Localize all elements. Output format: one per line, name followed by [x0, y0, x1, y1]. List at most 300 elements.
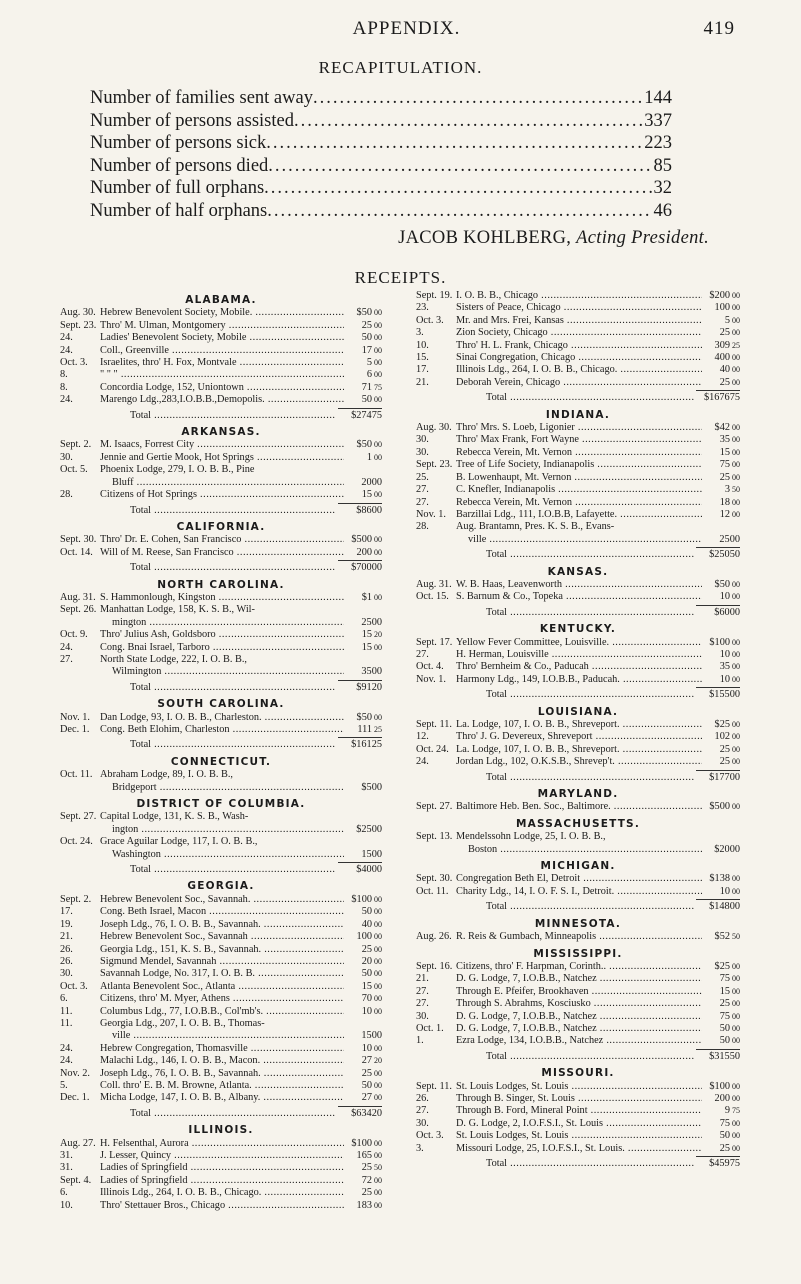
entry-text: Ladies' Benevolent Society, Mobile ..... — [100, 332, 344, 344]
amount: 2500 — [719, 533, 740, 545]
amount: 3 $^{50}$ — [724, 484, 740, 496]
receipt-section — [416, 623, 740, 701]
entry-date: 3. — [416, 1142, 424, 1154]
cents: 00 — [732, 1118, 740, 1128]
state-heading: MISSISSIPPI. — [533, 947, 623, 960]
entry-date: Sept. 2. — [60, 893, 92, 905]
state-heading: MISSOURI. — [541, 1067, 615, 1080]
section-total — [416, 772, 740, 784]
entry-date: Nov. 1. — [416, 508, 446, 520]
cents: 00 — [374, 1188, 382, 1198]
receipt-entry — [416, 1143, 740, 1155]
receipt-section — [416, 788, 740, 814]
cents: 00 — [732, 999, 740, 1009]
entry-text: Coll. thro' E. B. M. Browne, Atlanta. ..... — [100, 1080, 344, 1092]
amount: 200 $^{00}$ — [356, 546, 382, 558]
state-heading: GEORGIA. — [187, 880, 255, 893]
cents: 00 — [374, 1006, 382, 1016]
cents: 50 — [732, 485, 740, 495]
entry-date: Oct. 24. — [416, 743, 449, 755]
entry-date: 24. — [60, 641, 73, 653]
entry-date: 1. — [416, 1035, 424, 1047]
entry-text: S. Barnum & Co., Topeka ..... — [456, 591, 702, 603]
entry-date: Nov. 2. — [60, 1067, 90, 1079]
cents: 00 — [732, 732, 740, 742]
recap-row — [90, 111, 672, 134]
total-label: Total ..... — [130, 1108, 336, 1120]
entry-text: Washington ..... — [112, 849, 344, 861]
entry-text: Rebecca Verein, Mt. Vernon ..... — [456, 447, 702, 459]
receipt-entry — [60, 968, 382, 980]
amount: 50 $^{00}$ — [361, 394, 382, 406]
cents: 00 — [374, 907, 382, 917]
total-label: Total ..... — [486, 1158, 694, 1170]
amount: $100 $^{00}$ — [351, 1137, 382, 1149]
entry-text: B. Lowenhaupt, Mt. Vernon ..... — [456, 472, 702, 484]
receipt-entry — [60, 394, 382, 406]
receipt-entry — [416, 873, 740, 885]
amount: 20 $^{00}$ — [361, 955, 382, 967]
cents: 75 — [374, 382, 382, 392]
cents: 00 — [729, 533, 740, 545]
entry-date: 27. — [416, 998, 429, 1010]
amount: 10 $^{00}$ — [361, 1005, 382, 1017]
total-label: Total ..... — [486, 392, 694, 404]
cents: 00 — [732, 365, 740, 375]
entry-text: Hebrew Congregation, Thomasville ..... — [100, 1043, 344, 1055]
amount: 75 $^{00}$ — [719, 459, 740, 471]
entry-text: Sisters of Peace, Chicago ..... — [456, 302, 702, 314]
entry-date: Sept. 4. — [60, 1174, 92, 1186]
entry-text: Illinois Ldg., 264, I. O. B. B., Chicago. ..... — [456, 364, 702, 376]
amount: 50 $^{00}$ — [719, 1130, 740, 1142]
receipt-entry — [416, 1023, 740, 1035]
entry-text: Israelites, thro' H. Fox, Montvale ..... — [100, 357, 344, 369]
recap-row — [90, 133, 672, 156]
entry-text: Wilmington ..... — [112, 666, 344, 678]
entry-date: 21. — [416, 376, 429, 388]
entry-date: 24. — [60, 394, 73, 406]
cents: 00 — [732, 353, 740, 363]
entry-date: 24. — [60, 332, 73, 344]
cents: 00 — [374, 712, 382, 722]
receipt-section — [416, 918, 740, 944]
amount: 18 $^{00}$ — [719, 496, 740, 508]
entry-date: 27. — [416, 496, 429, 508]
cents: 00 — [374, 358, 382, 368]
amount: 200 $^{00}$ — [714, 1092, 740, 1104]
amount: 3500 — [361, 666, 382, 678]
amount: 10 $^{00}$ — [719, 648, 740, 660]
receipt-entry — [60, 1092, 382, 1104]
recap-label: Number of persons died — [90, 155, 269, 176]
entry-date: 24. — [60, 1055, 73, 1067]
recap-label: Number of full orphans — [90, 178, 265, 198]
entry-text: D. G. Lodge, 7, I.O.B.B., Natchez ..... — [456, 1011, 702, 1023]
cents: 00 — [732, 497, 740, 507]
leader-dots — [264, 178, 651, 199]
amount: 10 $^{00}$ — [719, 885, 740, 897]
entry-date: Sept. 13. — [416, 831, 453, 843]
recap-value: 144 — [644, 88, 672, 108]
entry-date: 28. — [416, 521, 429, 533]
cents: 00 — [371, 781, 382, 793]
cents: 00 — [374, 944, 382, 954]
entry-text: Cong. Beth Elohim, Charleston ..... — [100, 724, 344, 736]
entry-date: 27. — [60, 653, 73, 665]
entry-text: St. Louis Lodges, St. Louis ..... — [456, 1081, 702, 1093]
cents: 50 — [729, 549, 740, 561]
entry-text: Cong. Bnai Israel, Tarboro ..... — [100, 642, 344, 654]
entry-date: 10. — [416, 339, 429, 351]
amount: 12 $^{00}$ — [719, 508, 740, 520]
entry-text: J. Lesser, Quincy ..... — [100, 1150, 344, 1162]
page-number: 419 — [703, 18, 735, 39]
cents: 20 — [371, 1107, 382, 1119]
amount: 6 $^{00}$ — [366, 369, 382, 381]
entry-text: Ladies of Springfield ..... — [100, 1175, 344, 1187]
receipt-entry — [416, 591, 740, 603]
entry-text: Manhattan Lodge, 158, K. S. B., Wil- — [100, 604, 255, 616]
entry-text: Savannah Lodge, No. 317, I. O. B. B. ..... — [100, 968, 344, 980]
cents: 00 — [374, 370, 382, 380]
entry-date: 24. — [416, 756, 429, 768]
cents: 00 — [374, 932, 382, 942]
entry-date: Sept. 23. — [416, 459, 453, 471]
entry-text: Thro' J. G. Devereux, Shreveport ..... — [456, 731, 702, 743]
receipt-entry — [60, 642, 382, 654]
entry-text: H. Herman, Louisville ..... — [456, 649, 702, 661]
amount: 15 $^{20}$ — [361, 629, 382, 641]
entry-date: Oct. 3. — [416, 314, 444, 326]
cents: 75 — [371, 409, 382, 421]
entry-text: Thro' M. Ulman, Montgomery ..... — [100, 320, 344, 332]
recap-row — [90, 201, 672, 224]
receipt-entry — [416, 961, 740, 973]
receipt-entry — [416, 637, 740, 649]
amount: $2500 — [356, 823, 382, 835]
cents: 00 — [374, 894, 382, 904]
entry-date: Sept. 2. — [60, 439, 92, 451]
entry-date: 10. — [60, 1199, 73, 1211]
cents: 00 — [374, 395, 382, 405]
entry-text: Joseph Ldg., 76, I. O. B. B., Savannah. ..... — [100, 1068, 344, 1080]
cents: 00 — [374, 1080, 382, 1090]
entry-date: Aug. 27. — [60, 1137, 96, 1149]
amount: 5 $^{00}$ — [366, 357, 382, 369]
cents: 00 — [732, 886, 740, 896]
cents: 00 — [732, 592, 740, 602]
amount: 25 $^{00}$ — [719, 471, 740, 483]
amount: 111 $^{25}$ — [357, 724, 382, 735]
entry-text: Mendelssohn Lodge, 25, I. O. B. B., — [456, 831, 606, 843]
receipt-entry — [416, 521, 740, 533]
leader-dots — [294, 111, 642, 132]
receipt-entry — [416, 719, 740, 731]
amount: $42 $^{00}$ — [714, 422, 740, 434]
amount: 50 $^{00}$ — [361, 906, 382, 918]
cents: 00 — [374, 535, 382, 545]
section-total — [60, 410, 382, 422]
receipt-entry — [416, 1118, 740, 1130]
amount: 75 $^{00}$ — [719, 1117, 740, 1129]
signature-name: JACOB KOHLBERG, — [398, 228, 572, 248]
entry-text: Congregation Beth El, Detroit ..... — [456, 873, 702, 885]
receipt-entry — [60, 769, 382, 781]
total-label: Total ..... — [130, 505, 336, 517]
recap-row — [90, 178, 672, 201]
cents: 00 — [729, 689, 740, 701]
cents: 00 — [732, 662, 740, 672]
receipt-entry — [416, 509, 740, 521]
cents: 00 — [732, 447, 740, 457]
receipt-entry — [60, 357, 382, 369]
recap-label: Number of persons sick — [90, 133, 267, 153]
entry-text: Hebrew Benevolent Soc., Savannah ..... — [100, 931, 344, 943]
entry-text: Through S. Abrahms, Kosciusko ..... — [456, 998, 702, 1010]
receipt-entry — [416, 986, 740, 998]
amount: $63420 — [351, 1107, 382, 1119]
entry-text: Ezra Lodge, 134, I.O.B.B., Natchez ..... — [456, 1035, 702, 1047]
receipt-entry — [416, 422, 740, 434]
amount: 25 $^{00}$ — [361, 319, 382, 331]
entry-continuation — [416, 534, 740, 546]
cents: 00 — [374, 452, 382, 462]
entry-text: Jordan Ldg., 102, O.K.S.B., Shrevep't. ..... — [456, 756, 702, 768]
amount: $4000 — [356, 864, 382, 876]
entry-text: Deborah Verein, Chicago ..... — [456, 377, 702, 389]
cents: 20 — [374, 1056, 382, 1066]
total-label: Total ..... — [130, 562, 336, 574]
entry-text: La. Lodge, 107, I. O. B. B., Shreveport. ..... — [456, 719, 702, 731]
entry-date: 27. — [416, 648, 429, 660]
amount: $14800 — [709, 901, 740, 913]
cents: 00 — [729, 901, 740, 913]
amount: 10 $^{00}$ — [719, 673, 740, 685]
state-heading: CALIFORNIA. — [176, 520, 266, 533]
entry-date: Aug. 26. — [416, 931, 452, 943]
state-heading: MINNESOTA. — [534, 917, 622, 930]
receipt-entry — [60, 811, 382, 823]
entry-date: 30. — [60, 451, 73, 463]
signature — [398, 228, 709, 249]
total-label: Total ..... — [486, 607, 694, 619]
entry-date: Dec. 1. — [60, 1092, 90, 1104]
cents: 00 — [729, 771, 740, 783]
cents: 00 — [732, 974, 740, 984]
receipt-entry — [416, 756, 740, 768]
amount: 1 $^{00}$ — [366, 451, 382, 463]
entry-text: Thro' H. L. Frank, Chicago ..... — [456, 340, 702, 352]
cents: 00 — [374, 1175, 382, 1185]
receipt-entry — [416, 731, 740, 743]
receipt-entry — [416, 1011, 740, 1023]
entry-continuation — [60, 782, 382, 794]
amount: 50 $^{00}$ — [719, 1035, 740, 1047]
entry-text: Atlanta Benevolent Soc., Atlanta ..... — [100, 981, 344, 993]
total-label: Total ..... — [486, 549, 694, 561]
recap-row — [90, 88, 672, 111]
entry-text: Thro' Stettauer Bros., Chicago ..... — [100, 1200, 344, 1212]
state-heading: ARKANSAS. — [181, 426, 261, 439]
entry-text: Concordia Lodge, 152, Uniontown ..... — [100, 382, 344, 394]
amount: $25 $^{00}$ — [714, 719, 740, 730]
amount: $167675 — [703, 392, 740, 404]
entry-text: Yellow Fever Committee, Louisville. ..... — [456, 637, 702, 649]
cents: 00 — [729, 606, 740, 618]
entry-continuation — [60, 617, 382, 629]
total-label: Total ..... — [486, 689, 694, 701]
receipt-entry — [60, 956, 382, 968]
cents: 00 — [732, 509, 740, 519]
entry-date: Aug. 30. — [416, 422, 452, 434]
amount: $50 $^{00}$ — [714, 578, 740, 590]
entry-text: Columbus Ldg., 77, I.O.B.B., Col'mb's. ..... — [100, 1006, 344, 1018]
amount: 102 $^{00}$ — [714, 731, 740, 743]
receipt-entry — [60, 1068, 382, 1080]
entry-date: Oct. 9. — [60, 629, 88, 641]
entry-date: 30. — [416, 1010, 429, 1022]
state-heading: KENTUCKY. — [539, 623, 617, 636]
amount: 40 $^{00}$ — [361, 918, 382, 930]
receipts-left-column — [60, 290, 382, 1214]
entry-text: Sigmund Mendel, Savannah ..... — [100, 956, 344, 968]
cents: 00 — [732, 674, 740, 684]
receipt-entry — [416, 434, 740, 446]
total-label: Total ..... — [130, 739, 336, 751]
entry-date: 21. — [416, 973, 429, 985]
receipt-entry — [60, 1187, 382, 1199]
section-total — [416, 607, 740, 619]
entry-text: Ladies of Springfield ..... — [100, 1162, 344, 1174]
entry-date: 24. — [60, 344, 73, 356]
entry-text: Hebrew Benevolent Soc., Savannah. ..... — [100, 894, 344, 906]
receipt-entry — [416, 801, 740, 813]
receipt-entry — [60, 369, 382, 381]
total-label: Total ..... — [130, 864, 336, 876]
amount: 50 $^{00}$ — [719, 1022, 740, 1034]
section-total — [416, 1158, 740, 1170]
entry-date: 12. — [416, 731, 429, 743]
amount: 25 $^{00}$ — [361, 1187, 382, 1199]
entry-date: Oct. 3. — [60, 980, 88, 992]
cents: 00 — [732, 744, 740, 754]
section-total — [416, 689, 740, 701]
recap-value: 85 — [653, 155, 672, 176]
entry-text: Rebecca Verein, Mt. Vernon ..... — [456, 497, 702, 509]
entry-text: Thro' Mrs. S. Loeb, Ligonier ..... — [456, 422, 702, 434]
receipt-entry — [416, 1081, 740, 1093]
receipt-entry — [60, 944, 382, 956]
entry-text: Citizens, thro' M. Myer, Athens ..... — [100, 993, 344, 1005]
state-heading: ALABAMA. — [185, 294, 257, 306]
state-heading: ILLINOIS. — [188, 1124, 254, 1137]
receipt-entry — [416, 998, 740, 1010]
amount: 10 $^{00}$ — [719, 591, 740, 603]
cents: 00 — [374, 547, 382, 557]
amount: 25 $^{00}$ — [719, 1142, 740, 1154]
entry-text: Bridgeport ..... — [112, 782, 344, 794]
entry-text: D. G. Lodge, 7, I.O.B.B., Natchez ..... — [456, 1023, 702, 1035]
receipt-entry — [416, 447, 740, 459]
cents: 00 — [732, 315, 740, 325]
amount: $500 $^{00}$ — [351, 534, 382, 546]
receipts-right-column — [416, 290, 740, 1172]
entry-date: Aug. 31. — [416, 578, 452, 590]
cents: 00 — [374, 1138, 382, 1148]
entry-text: Thro' Dr. E. Cohen, San Francisco ..... — [100, 534, 344, 546]
section-total — [60, 682, 382, 694]
entry-date: 31. — [60, 1150, 73, 1161]
entry-text: Malachi Ldg., 146, I. O. B. B., Macon. ..... — [100, 1055, 344, 1067]
entry-text: Coll., Greenville ..... — [100, 345, 344, 357]
cents: 00 — [371, 562, 382, 574]
recapitulation-title: RECAPITULATION. — [318, 58, 483, 77]
cents: 00 — [732, 1011, 740, 1021]
receipts-title: RECEIPTS. — [354, 268, 447, 287]
recap-value: 32 — [653, 178, 672, 198]
cents: 00 — [374, 919, 382, 929]
entry-date: Oct. 4. — [416, 661, 444, 673]
amount: $6000 — [714, 606, 740, 618]
amount: 2500 — [361, 616, 382, 628]
leader-dots — [313, 88, 642, 109]
entry-date: 8. — [60, 381, 68, 393]
receipt-entry — [60, 1162, 382, 1174]
receipt-entry — [60, 836, 382, 848]
cents: 25 — [374, 725, 382, 734]
receipt-entry — [60, 345, 382, 357]
amount: 27 $^{00}$ — [361, 1092, 382, 1104]
cents: 75 — [732, 1106, 740, 1116]
amount: 17 $^{00}$ — [361, 344, 382, 356]
receipt-entry — [416, 1105, 740, 1117]
receipt-section — [60, 756, 382, 794]
cents: 00 — [374, 320, 382, 330]
receipt-entry — [60, 629, 382, 641]
recap-label: Number of half orphans — [90, 200, 268, 221]
amount: 71 $^{75}$ — [361, 381, 382, 393]
receipt-section — [416, 706, 740, 784]
entry-text: Zion Society, Chicago ..... — [456, 327, 702, 339]
cents: 20 — [374, 630, 382, 640]
cents: 00 — [371, 1030, 382, 1042]
recap-label: Number of families sent away — [90, 88, 313, 108]
leader-dots — [267, 201, 651, 222]
entry-date: 3. — [416, 327, 424, 339]
receipt-section — [416, 818, 740, 856]
receipt-entry — [60, 724, 382, 736]
receipt-entry — [416, 327, 740, 339]
receipt-entry — [60, 981, 382, 993]
cents: 00 — [374, 981, 382, 991]
section-total — [416, 392, 740, 404]
cents: 75 — [729, 1158, 740, 1169]
receipt-entry — [416, 1130, 740, 1142]
entry-date: Oct. 15. — [416, 591, 449, 603]
amount: $31550 — [709, 1050, 740, 1062]
cents: 00 — [371, 848, 382, 860]
cents: 50 — [732, 932, 740, 942]
receipt-entry — [60, 1138, 382, 1150]
receipt-entry — [416, 290, 740, 302]
entry-text: Through B. Singer, St. Louis ..... — [456, 1093, 702, 1105]
cents: 00 — [374, 956, 382, 966]
amount: 25 $^{00}$ — [361, 943, 382, 955]
entry-date: 8. — [60, 369, 68, 381]
entry-text: Phoenix Lodge, 279, I. O. B. B., Pine — [100, 464, 255, 476]
amount: 50 $^{00}$ — [361, 1079, 382, 1091]
